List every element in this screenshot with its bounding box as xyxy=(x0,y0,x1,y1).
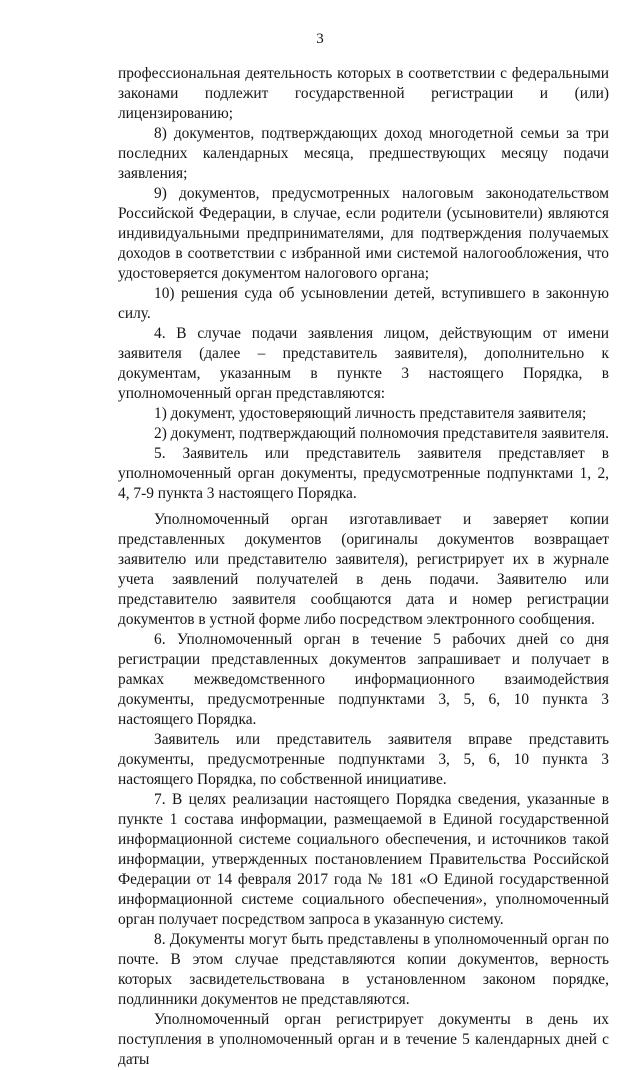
paragraph: 6. Уполномоченный орган в течение 5 рабочих дней со дня регистрации представленных документов запрашивает и получает в рамках межведомственного информационного взаимодействия документы, предусмотренные подпунктами 3, 5, 6, 10 пункта 3 настоящего Порядка. xyxy=(118,631,609,728)
paragraph: 8) документов, подтверждающих доход многодетной семьи за три последних календарных месяца, предшествующих месяцу подачи заявления; xyxy=(118,125,609,182)
paragraph: 2) документ, подтверждающий полномочия представителя заявителя. xyxy=(154,425,610,442)
document-body xyxy=(118,64,609,1070)
paragraph: Уполномоченный орган изготавливает и заверяет копии представленных документов (оригиналы документов возвращает заявителю или представителю заявителя), регистрирует их в журнале учета заявлений получателей в день подачи. Заявителю или представителю заявителя сообщаются дата и номер регистрации документов в устной форме либо посредством электронного сообщения. xyxy=(118,511,609,628)
paragraph: 1) документ, удостоверяющий личность представителя заявителя; xyxy=(154,405,587,422)
paragraph: 8. Документы могут быть представлены в уполномоченный орган по почте. В этом случае представляются копии документов, верность которых засвидетельствована в установленном законом порядке, подлинники документов не представляются. xyxy=(118,931,609,1008)
page-number: 3 xyxy=(316,31,324,47)
paragraph: 10) решения суда об усыновлении детей, вступившего в законную силу. xyxy=(118,285,609,322)
paragraph: Заявитель или представитель заявителя вправе представить документы, предусмотренные подпунктами 3, 5, 6, 10 пункта 3 настоящего Порядка, по собственной инициативе. xyxy=(118,731,609,788)
paragraph: Уполномоченный орган регистрирует документы в день их поступления в уполномоченный орган и в течение 5 календарных дней с даты xyxy=(118,1011,609,1068)
paragraph: 4. В случае подачи заявления лицом, действующим от имени заявителя (далее – представитель заявителя), дополнительно к документам, указанным в пункте 3 настоящего Порядка, в уполномоченный орган представляются: xyxy=(118,325,609,402)
paragraph: 9) документов, предусмотренных налоговым законодательством Российской Федерации, в случае, если родители (усыновители) являются индивидуальными предпринимателями, для подтверждения получаемых доходов в соответствии с избранной ими системой налогообложения, что удостоверяется документом налогового органа; xyxy=(118,185,609,282)
paragraph: профессиональная деятельность которых в соответствии с федеральными законами подлежит государственной регистрации и (или) лицензированию; xyxy=(118,65,609,122)
paragraph: 7. В целях реализации настоящего Порядка сведения, указанные в пункте 1 состава информации, размещаемой в Единой государственной информационной системе социального обеспечения, и источников такой информации, утвержденных постановлением Правительства Российской Федерации от 14 февраля 2017 года № 181 «О Единой государственной информационной системе социального обеспечения», уполномоченный орган получает посредством запроса в указанную систему. xyxy=(118,791,609,928)
paragraph: 5. Заявитель или представитель заявителя представляет в уполномоченный орган документы, предусмотренные подпунктами 1, 2, 4, 7-9 пункта 3 настоящего Порядка. xyxy=(118,445,609,502)
